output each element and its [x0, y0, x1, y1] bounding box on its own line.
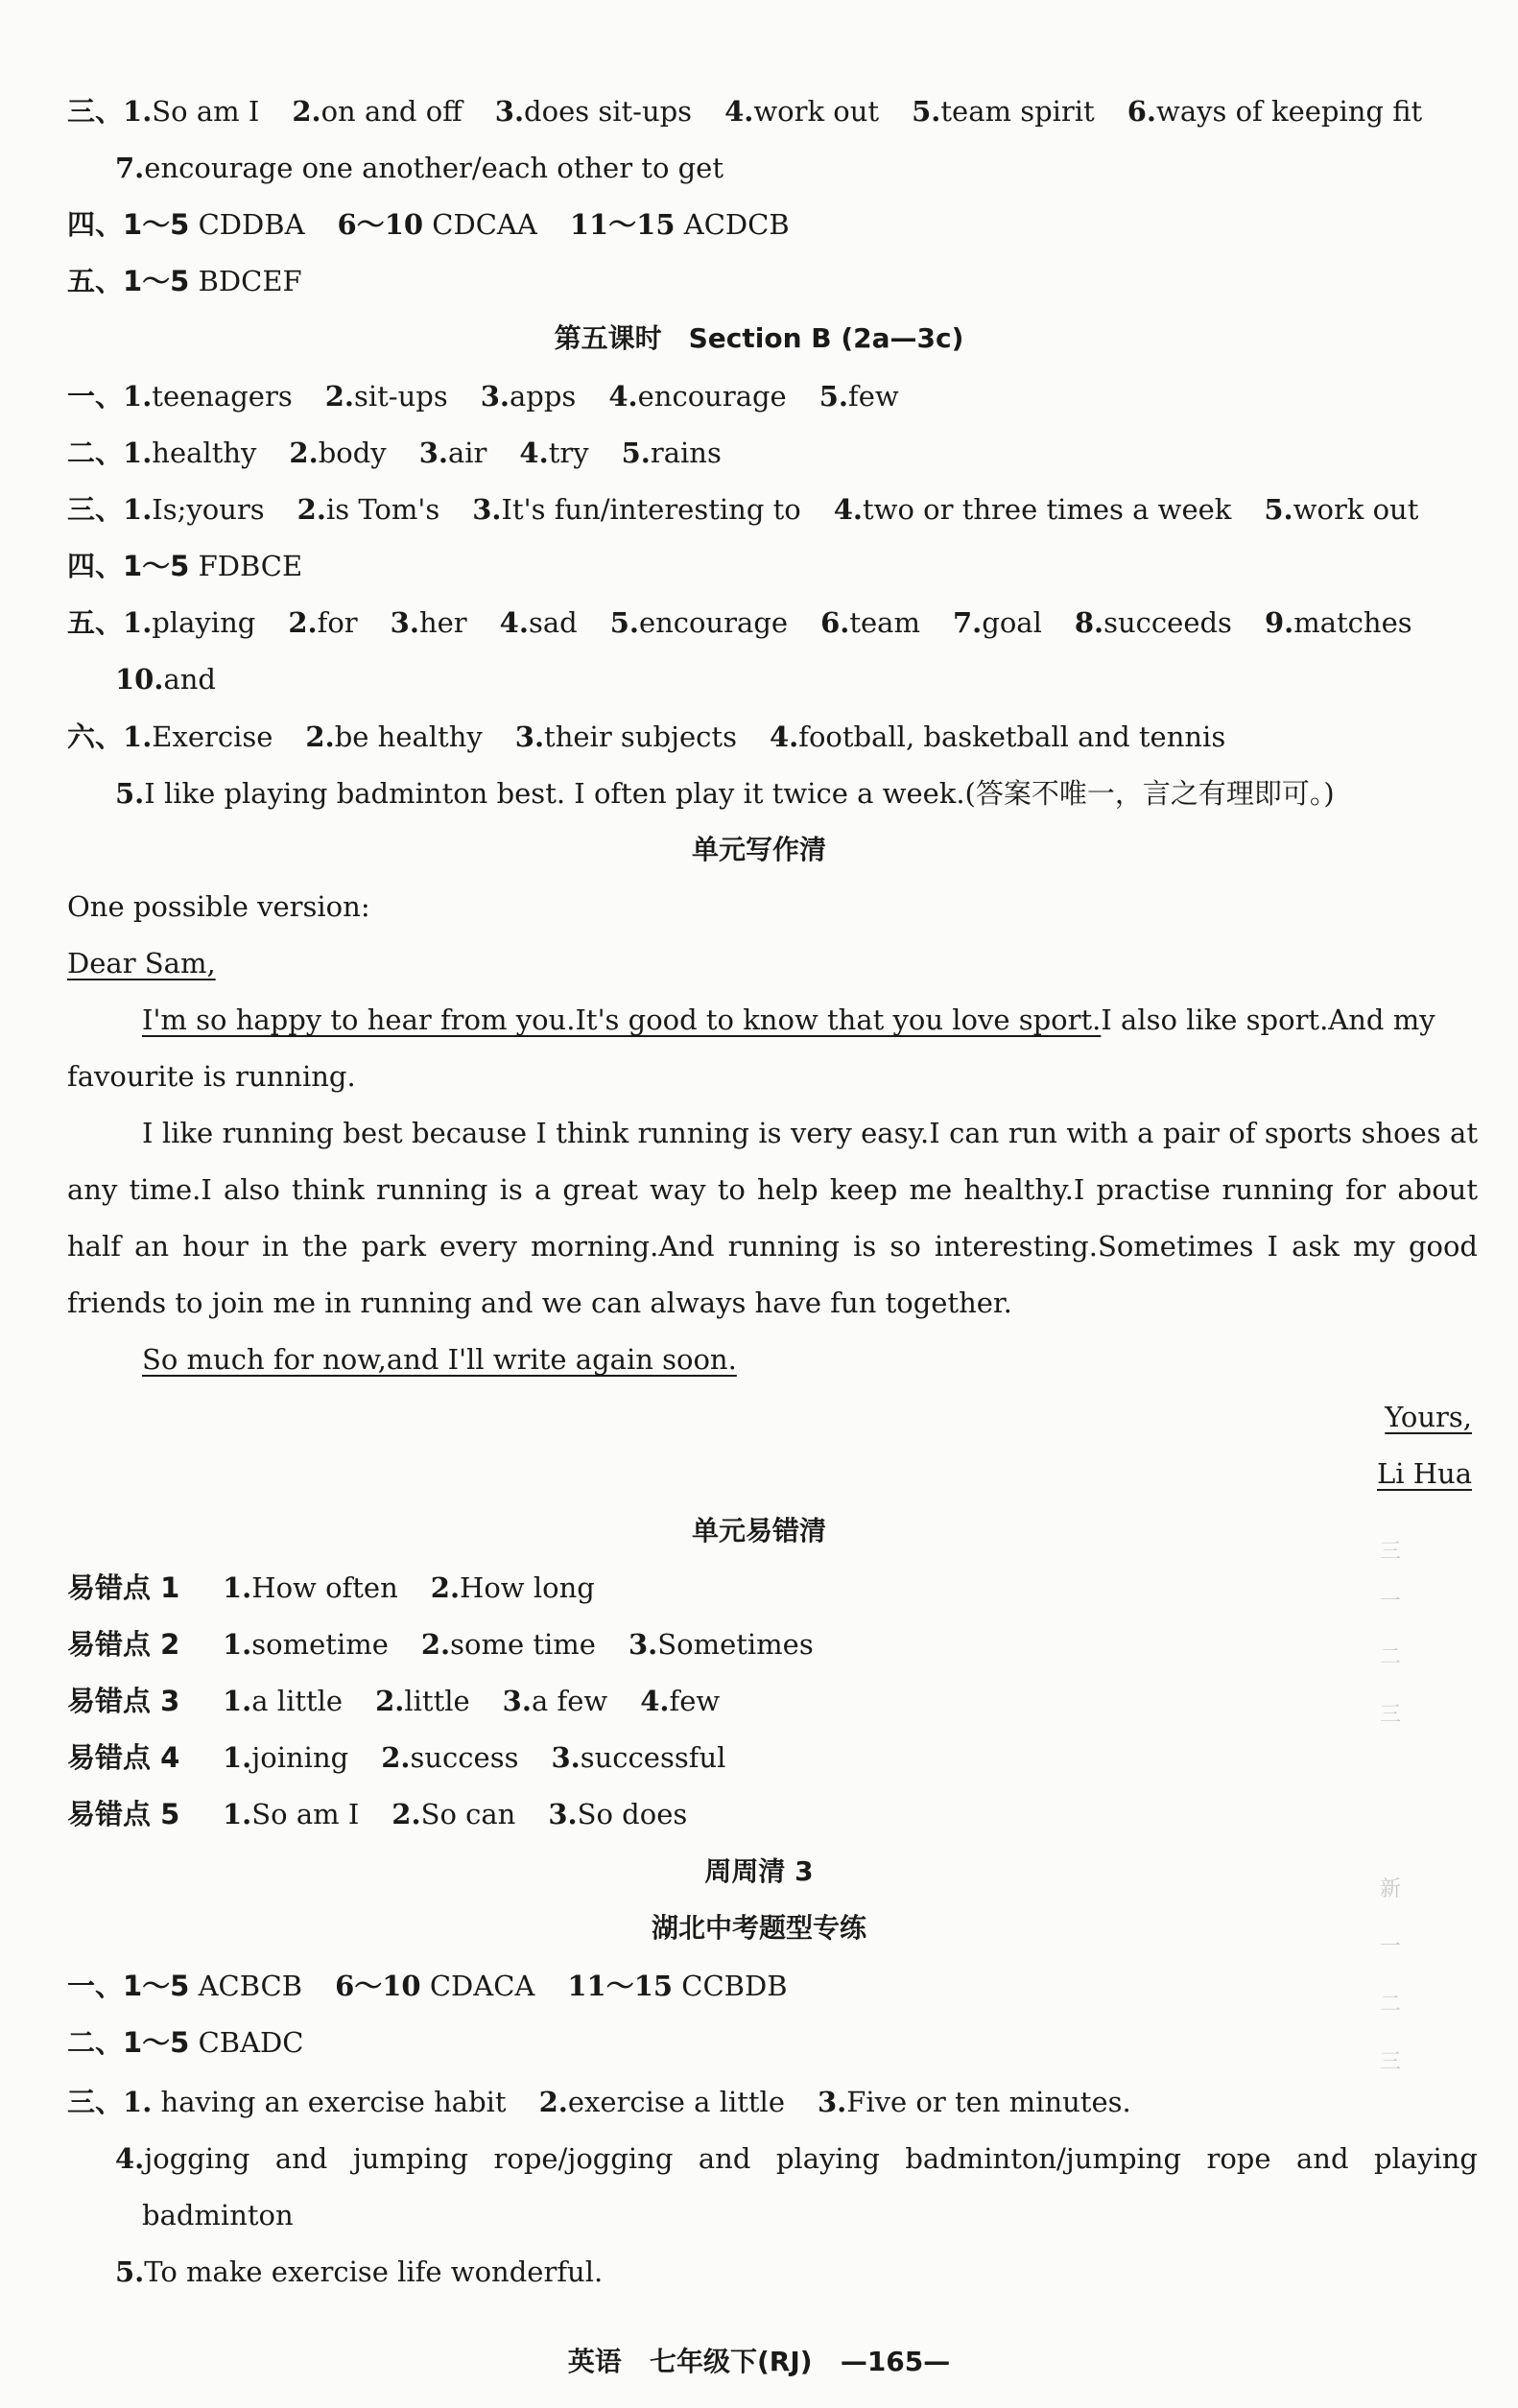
weekly-section-1: 一、1～5 ACBCB 6～10 CDACA 11～15 CCBDB [67, 1970, 788, 2002]
margin-mark: 一 [1380, 1590, 1402, 1614]
letter-paragraph-1: I'm so happy to hear from you.It's good to know that you love sport.I also like sport.And my [142, 1003, 1435, 1036]
margin-mark: 二 [1380, 1645, 1402, 1669]
margin-mark: 二 [1380, 1993, 1402, 2017]
footer-subject: 英语 [567, 2346, 622, 2377]
weekly-section-2: 二、1～5 CBADC [67, 2026, 304, 2059]
error-row: 易错点 2 1.sometime 2.some time 3.Sometimes [67, 1628, 814, 1661]
writing-intro: One possible version: [67, 890, 370, 923]
letter-signature: Li Hua [1376, 1457, 1472, 1490]
letter-greeting: Dear Sam, [67, 947, 216, 980]
error-row: 易错点 4 1.joining 2.success 3.successful [67, 1741, 726, 1774]
letter-closing: Yours, [1385, 1401, 1472, 1433]
l5-section-6-item-5: 5.I like playing badminton best. I often play it twice a week.(答案不唯一，言之有理即可。) [115, 777, 1335, 810]
error-row: 易错点 3 1.a little 2.little 3.a few 4.few [67, 1685, 721, 1717]
letter-paragraph-2-line-4: friends to join me in running and we can always have fun together. [67, 1287, 1012, 1319]
l5-section-4: 四、1～5 FDBCE [67, 550, 303, 582]
letter-paragraph-2-line-3: half an hour in the park every morning.And running is so interesting.Sometimes I ask my good [67, 1230, 1478, 1263]
page-footer [0, 2341, 1518, 2379]
weekly-section-3-item-4: 4.jogging and jumping rope/jogging and playing badminton/jumping rope and playing [115, 2142, 1478, 2175]
weekly-section-3-item-5: 5.To make exercise life wonderful. [115, 2255, 604, 2288]
l5-section-6: 六、1.Exercise 2.be healthy 3.their subjects 4.football, basketball and tennis [67, 720, 1226, 753]
weekly-title: 周周清 3 [704, 1855, 814, 1887]
margin-mark: 三 [1380, 1703, 1402, 1727]
letter-paragraph-3: So much for now,and I'll write again soon. [142, 1343, 737, 1376]
error-row: 易错点 5 1.So am I 2.So can 3.So does [67, 1798, 688, 1830]
section-label: 三、 [67, 95, 124, 128]
section-5-line: 五、1～5 BDCEF [67, 265, 302, 297]
error-row: 易错点 1 1.How often 2.How long [67, 1571, 595, 1604]
letter-paragraph-2-line-2: any time.I also think running is a great way to help keep me healthy.I practise running for about [67, 1173, 1478, 1206]
page-number: —165— [840, 2346, 951, 2377]
l5-section-5: 五、1.playing 2.for 3.her 4.sad 5.encourage 6.team 7.goal 8.succeeds 9.matches [67, 606, 1412, 639]
margin-mark: 三 [1380, 1540, 1402, 1564]
weekly-section-3: 三、1. having an exercise habit 2.exercise a little 3.Five or ten minutes. [67, 2086, 1131, 2118]
margin-mark: 一 [1380, 1935, 1402, 1959]
section-3-item-7: 7.encourage one another/each other to get [115, 152, 723, 184]
letter-paragraph-1-cont: favourite is running. [67, 1060, 356, 1093]
weekly-section-3-item-4-cont: badminton [142, 2199, 294, 2231]
l5-section-3: 三、1.Is;yours 2.is Tom's 3.It's fun/interesting to 4.two or three times a week 5.work out [67, 493, 1419, 526]
section-4-line: 四、1～5 CDDBA 6～10 CDCAA 11～15 ACDCB [67, 208, 790, 241]
margin-mark: 三 [1380, 2050, 1402, 2074]
margin-mark: 新 [1380, 1877, 1402, 1901]
l5-section-5-item-10: 10.and [115, 663, 216, 696]
l5-section-2: 二、1.healthy 2.body 3.air 4.try 5.rains [67, 437, 722, 469]
errors-title: 单元易错清 [691, 1515, 826, 1546]
writing-title: 单元写作清 [691, 834, 826, 865]
weekly-subtitle: 湖北中考题型专练 [651, 1912, 866, 1944]
lesson-5-title: 第五课时 Section B (2a—3c) [554, 322, 964, 354]
l5-section-1: 一、1.teenagers 2.sit-ups 3.apps 4.encourage 5.few [67, 380, 899, 413]
footer-grade: 七年级下(RJ) [649, 2346, 813, 2377]
letter-paragraph-2-line-1: I like running best because I think running is very easy.I can run with a pair of sports shoes at [142, 1117, 1478, 1149]
section-3-line: 三、1.So am I 2.on and off 3.does sit-ups 4.work out 5.team spirit 6.ways of keeping fit [67, 95, 1423, 128]
